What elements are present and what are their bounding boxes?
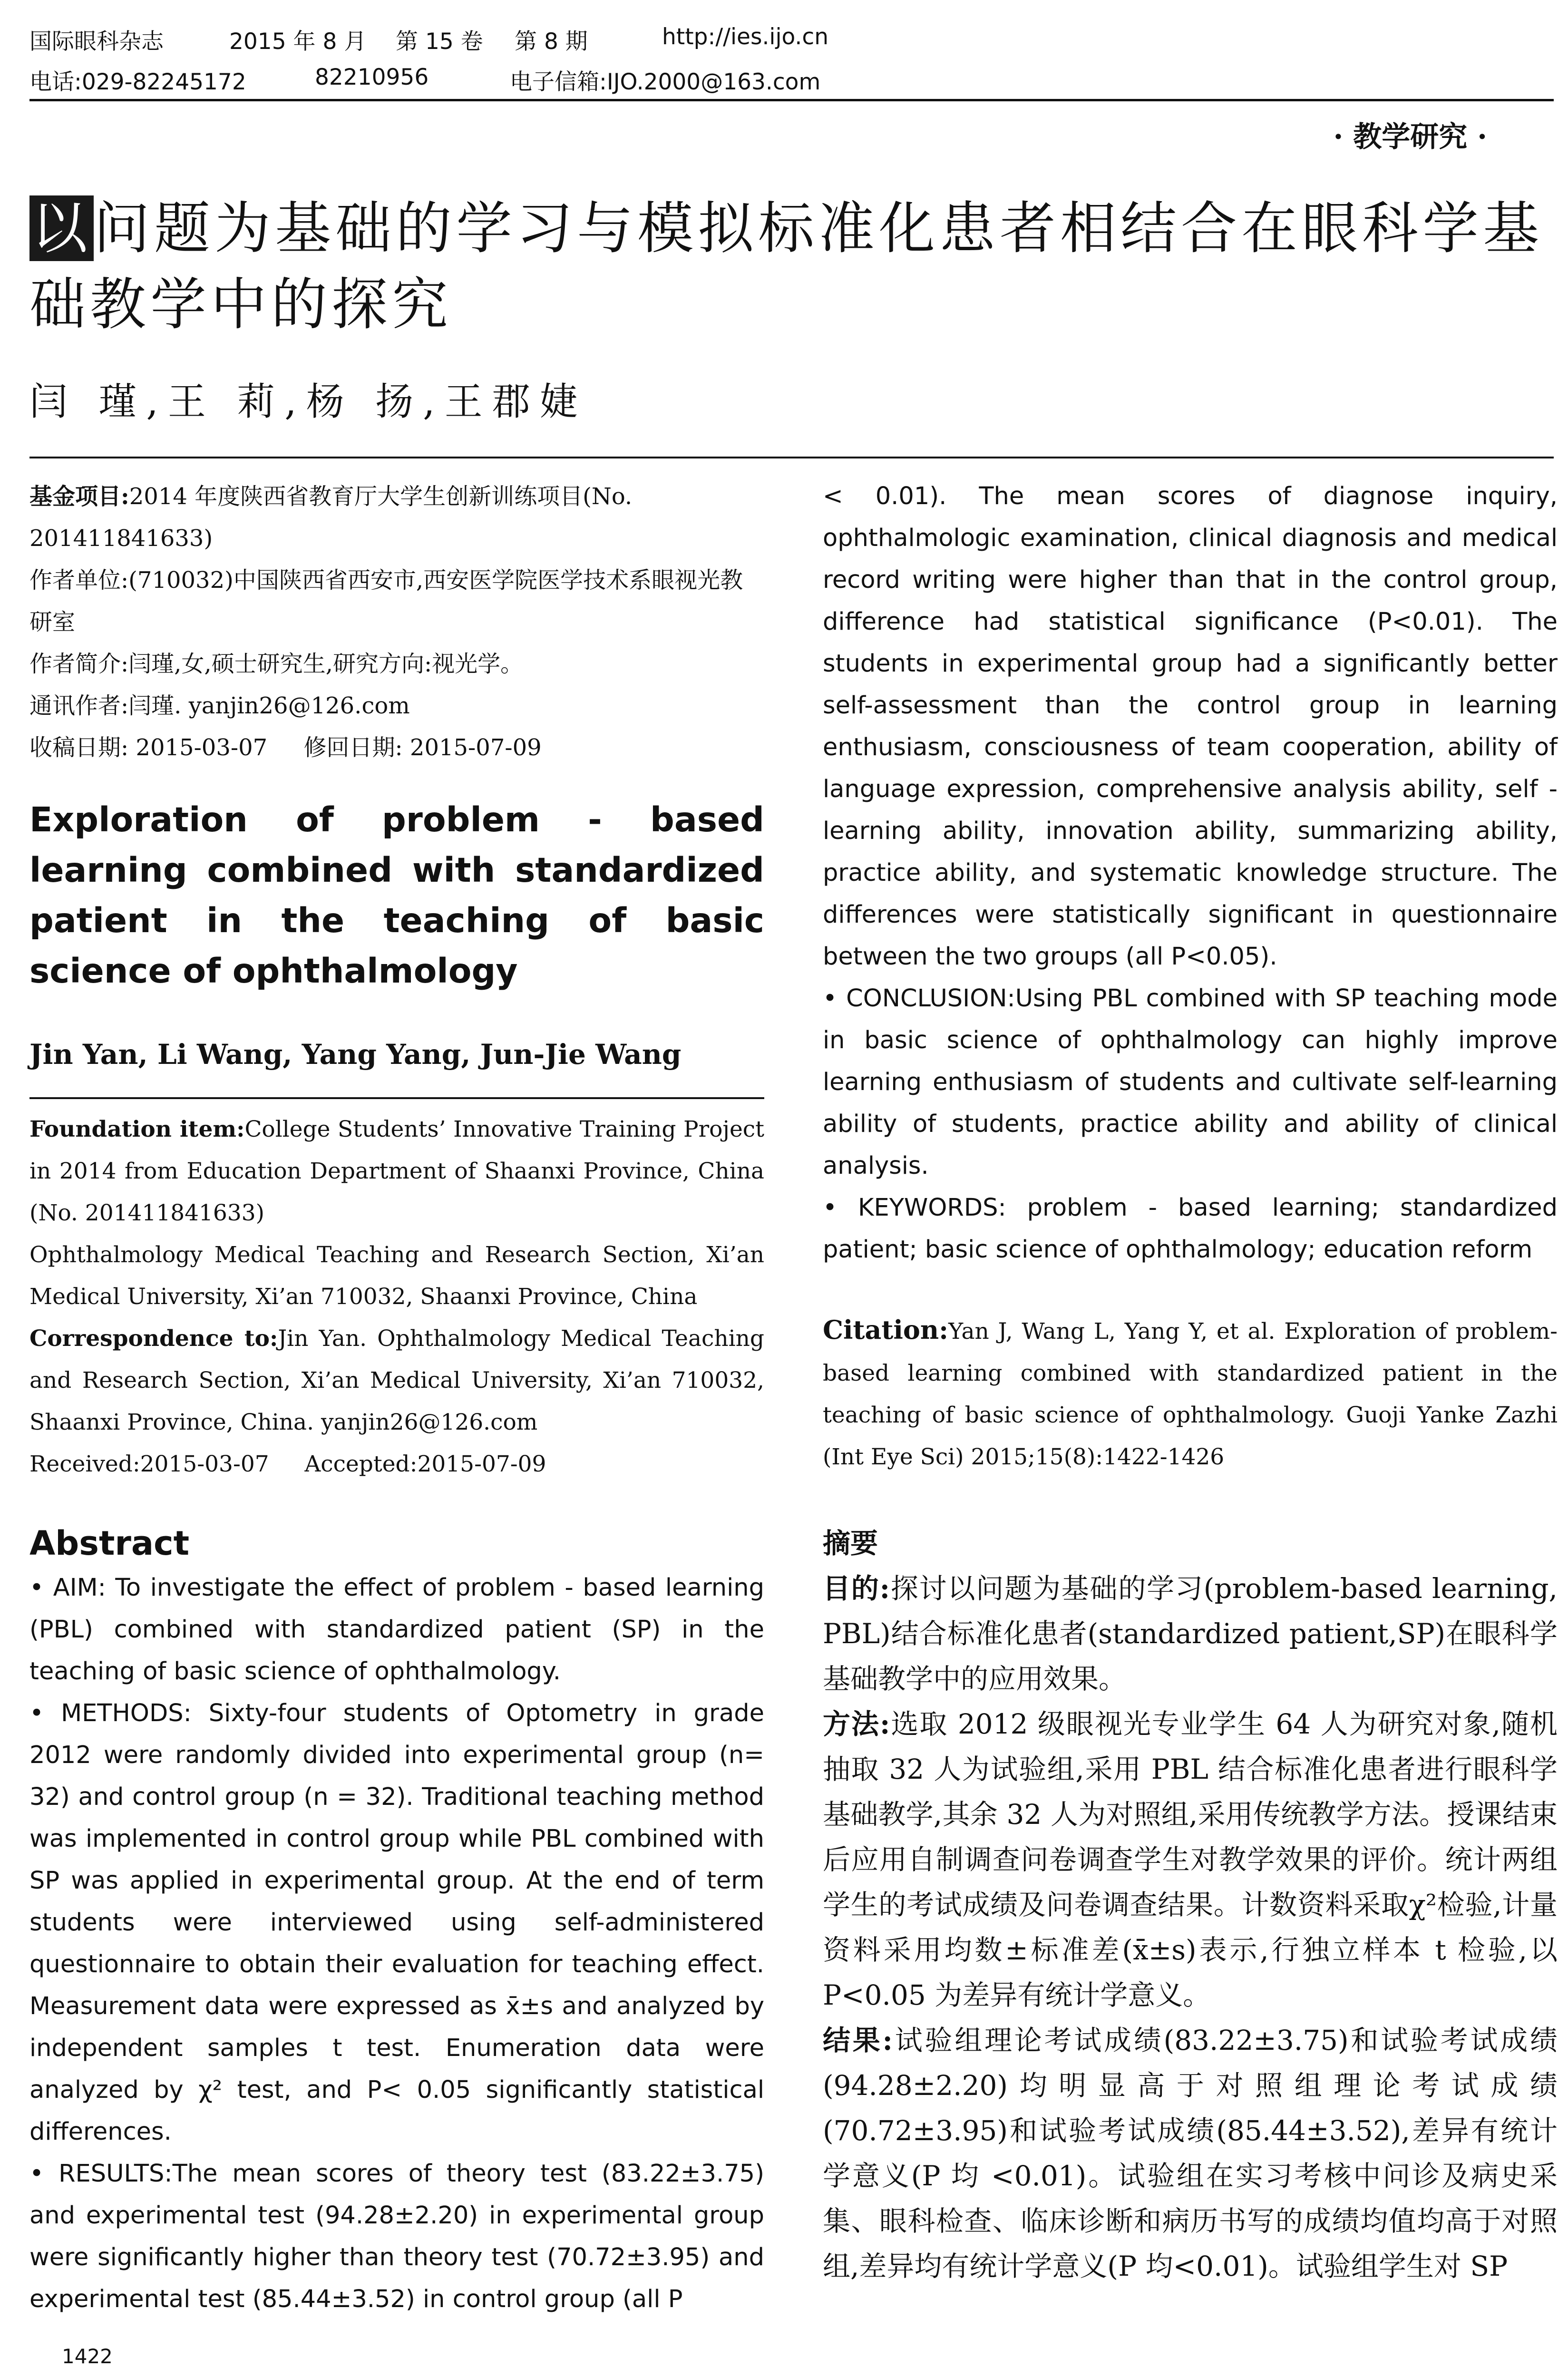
journal-name: 国际眼科杂志 xyxy=(29,29,164,55)
meta-foundation: 基金项目:2014 年度陕西省教育厅大学生创新训练项目(No. 201411841633) xyxy=(29,483,633,552)
affiliation-en: Ophthalmology Medical Teaching and Research Section, Xi’an Medical University, Xi’an 710032, Shaanxi Province, China xyxy=(29,1242,764,1310)
journal-url[interactable]: http://ies.ijo.cn xyxy=(662,24,828,50)
title-rest: 问题为基础的学习与模拟标准化患者相结合在眼科学基础教学中的探究 xyxy=(29,195,1544,337)
meta-cn xyxy=(29,476,764,769)
volume: 第 15 卷 xyxy=(396,29,483,55)
authors-cn: 闫 瑾,王 莉,杨 扬,王郡婕 xyxy=(29,380,587,424)
phone: 电话:029-82245172 xyxy=(29,69,246,95)
phone-2: 82210956 xyxy=(315,64,429,90)
abstract-right xyxy=(823,476,1558,1271)
title-first-char: 以 xyxy=(29,195,94,261)
abstract-keywords: • KEYWORDS: problem - based learning; standardized patient; basic science of ophthalmology; education reform xyxy=(823,1194,1558,1264)
authors-en: Jin Yan, Li Wang, Yang Yang, Jun-Jie Wang xyxy=(29,1038,682,1071)
abstract-cn xyxy=(823,1521,1558,2289)
right-column xyxy=(823,476,1558,2289)
abstract-cn-aim: 目的:探讨以问题为基础的学习(problem-based learning, PBL)结合标准化患者(standardized patient,SP)在眼科学基础教学中的应用效果。 xyxy=(823,1572,1558,1695)
authors-rule xyxy=(29,457,1554,458)
article-title-cn xyxy=(29,190,1554,342)
left-column xyxy=(29,476,764,2320)
article-title-en: Exploration of problem - based learning combined with standardized patient in the teaching of basic science of ophthalmology xyxy=(29,800,764,991)
page-number: 1422 xyxy=(62,2345,113,2368)
abstract-left xyxy=(29,1567,764,2320)
en-authors-rule xyxy=(29,1097,764,1099)
meta-dates: 收稿日期: 2015-03-07 修回日期: 2015-07-09 xyxy=(29,734,542,761)
meta-en xyxy=(29,1109,764,1485)
abstract-cn-heading: 摘要 xyxy=(823,1527,878,1559)
issue-date: 2015 年 8 月 xyxy=(229,29,367,55)
meta-author-bio: 作者简介:闫瑾,女,硕士研究生,研究方向:视光学。 xyxy=(29,651,524,677)
abstract-conclusion: • CONCLUSION:Using PBL combined with SP teaching mode in basic science of ophthalmology can highly improve learning enthusiasm of students and cultivate self-learning ability of students, practice ability and ability of clinical analysis. xyxy=(823,984,1558,1180)
meta-correspondence: 通讯作者:闫瑾. yanjin26@126.com xyxy=(29,692,410,719)
section-tag: · 教学研究 · xyxy=(1333,120,1487,154)
abstract-results-cont: < 0.01). The mean scores of diagnose inquiry, ophthalmologic examination, clinical diagnosis and medical record writing were higher than that in the control group, difference had statistical significance (P<0.01). The students in experimental group had a significantly better self-assessment than the control group in learning enthusiasm, consciousness of team cooperation, ability of language expression, comprehensive analysis ability, self - learning ability, innovation ability, summarizing ability, practice ability, and systematic knowledge structure. The differences were statistically significant in questionnaire between the two groups (all P<0.05). xyxy=(823,482,1558,971)
abstract-heading: Abstract xyxy=(29,1524,190,1563)
abstract-cn-results: 结果:试验组理论考试成绩(83.22±3.75)和试验考试成绩(94.28±2.20)均明显高于对照组理论考试成绩(70.72±3.95)和试验考试成绩(85.44±3.52),差异有统计学意义(P 均 <0.01)。试验组在实习考核中问诊及病史采集、眼科检查、临床诊断和病历书写的成绩均值均高于对照组,差异均有统计学意义(P 均<0.01)。试验组学生对 SP xyxy=(823,2024,1558,2282)
received-accepted: Received:2015-03-07 Accepted:2015-07-09 xyxy=(29,1451,546,1477)
abstract-cn-methods: 方法:选取 2012 级眼视光专业学生 64 人为研究对象,随机抽取 32 人为试验组,采用 PBL 结合标准化患者进行眼科学基础教学,其余 32 人为对照组,采用传统教学方法。授课结束后应用自制调查问卷调查学生对教学效果的评价。统计两组学生的考试成绩及问卷调查结果。计数资料采取χ²检验,计量资料采用均数±标准差(x̄±s)表示,行独立样本 t 检验,以 P<0.05 为差异有统计学意义。 xyxy=(823,1708,1558,2011)
issue: 第 8 期 xyxy=(515,29,588,55)
abstract-results: • RESULTS:The mean scores of theory test (83.22±3.75) and experimental test (94.28±2.20) in experimental group were significantly higher than theory test (70.72±3.95) and experimental test (85.44±3.52) in control group (all P xyxy=(29,2160,764,2313)
abstract-aim: • AIM: To investigate the effect of problem - based learning (PBL) combined with standardized patient (SP) in the teaching of basic science of ophthalmology. xyxy=(29,1574,764,1685)
meta-affiliation: 作者单位:(710032)中国陕西省西安市,西安医学院医学技术系眼视光教研室 xyxy=(29,567,743,635)
header-rule xyxy=(29,99,1554,101)
abstract-methods: • METHODS: Sixty-four students of Optometry in grade 2012 were randomly divided into experimental group (n= 32) and control group (n = 32). Traditional teaching method was implemented in control group while PBL combined with SP was applied in experimental group. At the end of term students were interviewed using self-administered questionnaire to obtain their evaluation for teaching effect. Measurement data were expressed as x̄±s and analyzed by independent samples t test. Enumeration data were analyzed by χ² test, and P< 0.05 significantly statistical differences. xyxy=(29,1699,765,2146)
foundation-item: Foundation item:College Students’ Innovative Training Project in 2014 from Education Department of Shaanxi Province, China (No. 201411841633) xyxy=(29,1116,764,1226)
citation: Citation:Yan J, Wang L, Yang Y, et al. Exploration of problem-based learning combined with standardized patient in the teaching of basic science of ophthalmology. Guoji Yanke Zazhi (Int Eye Sci) 2015;15(8):1422-1426 xyxy=(823,1315,1558,1470)
correspondence-en: Correspondence to:Jin Yan. Ophthalmology Medical Teaching and Research Section, Xi’an Medical University, Xi’an 710032, Shaanxi Province, China. yanjin26@126.com xyxy=(29,1325,764,1435)
journal-email: 电子信箱:IJO.2000@163.com xyxy=(510,69,821,95)
